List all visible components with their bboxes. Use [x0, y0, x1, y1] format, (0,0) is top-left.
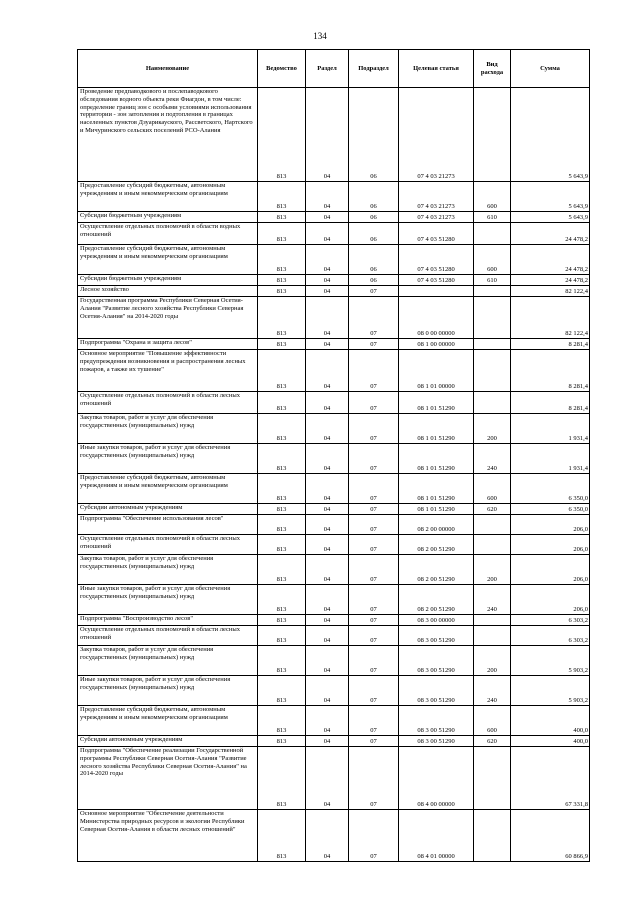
row-target: 08 3 00 00000	[399, 615, 474, 626]
row-target: 08 0 00 00000	[399, 297, 474, 339]
row-subsection: 07	[349, 676, 399, 706]
row-section: 04	[306, 626, 349, 646]
row-amount: 206,0	[511, 555, 590, 585]
row-name: Закупка товаров, работ и услуг для обеспечения государственных (муниципальных) нужд	[78, 414, 258, 444]
row-name: Государственная программа Республики Северная Осетия-Алания "Развитие лесного хозяйства Республики Северная Осетия-Алания" на 2014-2020 годы	[78, 297, 258, 339]
row-subsection: 07	[349, 615, 399, 626]
header-name: Наименование	[78, 50, 258, 88]
row-expense-type	[474, 515, 511, 535]
row-section: 04	[306, 810, 349, 862]
row-subsection: 06	[349, 182, 399, 212]
row-ministry: 813	[258, 646, 306, 676]
row-section: 04	[306, 245, 349, 275]
row-target: 08 2 00 51290	[399, 535, 474, 555]
row-subsection: 07	[349, 504, 399, 515]
table-row	[78, 555, 590, 585]
row-target: 08 4 00 00000	[399, 747, 474, 810]
row-amount: 24 478,2	[511, 275, 590, 286]
row-expense-type: 200	[474, 646, 511, 676]
row-subsection: 07	[349, 585, 399, 615]
row-amount: 5 643,9	[511, 212, 590, 223]
row-amount: 6 303,2	[511, 626, 590, 646]
row-amount: 6 350,0	[511, 504, 590, 515]
row-name: Субсидии бюджетным учреждениям	[78, 275, 258, 286]
table-row	[78, 626, 590, 646]
table-header	[78, 50, 590, 88]
table-row	[78, 706, 590, 736]
row-amount: 400,0	[511, 706, 590, 736]
row-section: 04	[306, 286, 349, 297]
table-row	[78, 747, 590, 810]
row-subsection: 06	[349, 275, 399, 286]
row-amount: 206,0	[511, 515, 590, 535]
table-row	[78, 444, 590, 474]
row-section: 04	[306, 223, 349, 245]
budget-table	[77, 49, 590, 862]
row-subsection: 07	[349, 706, 399, 736]
row-ministry: 813	[258, 339, 306, 350]
row-amount: 8 281,4	[511, 339, 590, 350]
row-subsection: 07	[349, 646, 399, 676]
header-ministry: Ведомство	[258, 50, 306, 88]
row-ministry: 813	[258, 615, 306, 626]
row-subsection: 06	[349, 212, 399, 223]
row-target: 08 2 00 00000	[399, 515, 474, 535]
row-ministry: 813	[258, 747, 306, 810]
row-name: Иные закупки товаров, работ и услуг для обеспечения государственных (муниципальных) нужд	[78, 585, 258, 615]
row-ministry: 813	[258, 515, 306, 535]
row-target	[399, 286, 474, 297]
row-section: 04	[306, 297, 349, 339]
row-subsection: 07	[349, 286, 399, 297]
row-target: 07 4 03 21273	[399, 88, 474, 182]
row-expense-type: 620	[474, 504, 511, 515]
row-amount: 206,0	[511, 585, 590, 615]
row-section: 04	[306, 515, 349, 535]
row-section: 04	[306, 585, 349, 615]
row-name: Основное мероприятие "Повышение эффективности предупреждения возникновения и распространения лесных пожаров, а также их тушение"	[78, 350, 258, 392]
row-expense-type: 600	[474, 474, 511, 504]
row-expense-type: 240	[474, 585, 511, 615]
row-ministry: 813	[258, 706, 306, 736]
row-section: 04	[306, 212, 349, 223]
header-amount: Сумма	[511, 50, 590, 88]
header-target: Целевая статья	[399, 50, 474, 88]
row-amount: 206,0	[511, 535, 590, 555]
row-ministry: 813	[258, 585, 306, 615]
row-section: 04	[306, 676, 349, 706]
row-expense-type	[474, 350, 511, 392]
table-row	[78, 414, 590, 444]
row-target: 08 3 00 51290	[399, 626, 474, 646]
row-section: 04	[306, 706, 349, 736]
row-expense-type	[474, 626, 511, 646]
row-amount: 1 931,4	[511, 444, 590, 474]
row-expense-type	[474, 88, 511, 182]
row-subsection: 07	[349, 810, 399, 862]
row-section: 04	[306, 555, 349, 585]
row-expense-type	[474, 535, 511, 555]
row-ministry: 813	[258, 414, 306, 444]
row-subsection: 06	[349, 245, 399, 275]
row-ministry: 813	[258, 474, 306, 504]
row-amount: 5 903,2	[511, 646, 590, 676]
row-ministry: 813	[258, 88, 306, 182]
row-subsection: 07	[349, 515, 399, 535]
table-row	[78, 212, 590, 223]
row-ministry: 813	[258, 275, 306, 286]
header-section: Раздел	[306, 50, 349, 88]
row-expense-type: 600	[474, 245, 511, 275]
row-expense-type: 610	[474, 212, 511, 223]
table-row	[78, 88, 590, 182]
row-subsection: 07	[349, 626, 399, 646]
row-name: Иные закупки товаров, работ и услуг для обеспечения государственных (муниципальных) нужд	[78, 676, 258, 706]
row-expense-type: 600	[474, 706, 511, 736]
row-name: Подпрограмма "Обеспечение использования лесов"	[78, 515, 258, 535]
row-name: Осуществление отдельных полномочий в области лесных отношений	[78, 392, 258, 414]
row-name: Предоставление субсидий бюджетным, автономным учреждениям и иным некоммерческим организациям	[78, 245, 258, 275]
row-section: 04	[306, 615, 349, 626]
row-subsection: 07	[349, 747, 399, 810]
row-amount: 6 350,0	[511, 474, 590, 504]
row-expense-type	[474, 297, 511, 339]
page-number: 134	[313, 31, 327, 41]
table-row	[78, 245, 590, 275]
row-ministry: 813	[258, 555, 306, 585]
row-subsection: 07	[349, 414, 399, 444]
table-row	[78, 474, 590, 504]
row-section: 04	[306, 339, 349, 350]
row-name: Субсидии автономным учреждениям	[78, 736, 258, 747]
row-ministry: 813	[258, 392, 306, 414]
row-target: 07 4 03 21273	[399, 212, 474, 223]
row-amount: 6 303,2	[511, 615, 590, 626]
row-target: 08 1 01 51290	[399, 444, 474, 474]
row-name: Осуществление отдельных полномочий в области водных отношений	[78, 223, 258, 245]
row-amount: 82 122,4	[511, 286, 590, 297]
row-amount: 24 478,2	[511, 223, 590, 245]
table-row	[78, 585, 590, 615]
row-section: 04	[306, 736, 349, 747]
table-row	[78, 223, 590, 245]
row-section: 04	[306, 535, 349, 555]
header-expense-type: Вид расхода	[474, 50, 511, 88]
row-amount: 5 643,9	[511, 182, 590, 212]
row-ministry: 813	[258, 736, 306, 747]
row-amount: 1 931,4	[511, 414, 590, 444]
row-amount: 5 643,9	[511, 88, 590, 182]
row-expense-type	[474, 339, 511, 350]
row-section: 04	[306, 646, 349, 676]
row-subsection: 07	[349, 555, 399, 585]
row-expense-type: 200	[474, 555, 511, 585]
row-section: 04	[306, 504, 349, 515]
row-amount: 400,0	[511, 736, 590, 747]
row-amount: 82 122,4	[511, 297, 590, 339]
row-name: Подпрограмма "Охрана и защита лесов"	[78, 339, 258, 350]
row-target: 08 3 00 51290	[399, 646, 474, 676]
row-target: 08 1 01 00000	[399, 350, 474, 392]
row-amount: 60 866,9	[511, 810, 590, 862]
row-expense-type: 240	[474, 676, 511, 706]
table-row	[78, 182, 590, 212]
table-body	[78, 88, 590, 862]
row-ministry: 813	[258, 535, 306, 555]
row-name: Предоставление субсидий бюджетным, автономным учреждениям и иным некоммерческим организациям	[78, 182, 258, 212]
row-section: 04	[306, 275, 349, 286]
row-ministry: 813	[258, 245, 306, 275]
row-expense-type: 600	[474, 182, 511, 212]
table-row	[78, 515, 590, 535]
row-name: Проведение предпаводкового и послепаводкового обследования водного объекта реки Фиагдон, в том числе: определение границ зон с особыми условиями использования территории - зон затопления и подтопления в границах населенных пунктов Дзуарикауского, Рассветского, Нартского и Мичуринского сельских поселений РСО-Алания	[78, 88, 258, 182]
row-amount: 8 281,4	[511, 392, 590, 414]
row-target: 08 3 00 51290	[399, 676, 474, 706]
row-name: Субсидии автономным учреждениям	[78, 504, 258, 515]
row-section: 04	[306, 88, 349, 182]
row-target: 08 1 00 00000	[399, 339, 474, 350]
row-ministry: 813	[258, 223, 306, 245]
table-row	[78, 504, 590, 515]
row-name: Подпрограмма "Обеспечение реализации Государственной программы Республики Северная Осетия-Алания "Развитие лесного хозяйства Республики Северная Осетия-Алания" на 2014-2020 годы	[78, 747, 258, 810]
table-row	[78, 297, 590, 339]
row-expense-type	[474, 392, 511, 414]
row-target: 07 4 03 51280	[399, 223, 474, 245]
row-target: 08 1 01 51290	[399, 504, 474, 515]
row-subsection: 07	[349, 444, 399, 474]
table-row	[78, 275, 590, 286]
row-section: 04	[306, 392, 349, 414]
row-section: 04	[306, 474, 349, 504]
row-name: Подпрограмма "Воспроизводство лесов"	[78, 615, 258, 626]
row-amount: 67 331,8	[511, 747, 590, 810]
row-target: 08 3 00 51290	[399, 706, 474, 736]
row-target: 07 4 03 21273	[399, 182, 474, 212]
row-ministry: 813	[258, 504, 306, 515]
table-row	[78, 286, 590, 297]
row-ministry: 813	[258, 626, 306, 646]
row-subsection: 07	[349, 392, 399, 414]
row-subsection: 07	[349, 350, 399, 392]
row-ministry: 813	[258, 297, 306, 339]
row-section: 04	[306, 182, 349, 212]
row-expense-type	[474, 810, 511, 862]
row-target: 08 3 00 51290	[399, 736, 474, 747]
row-amount: 8 281,4	[511, 350, 590, 392]
table-row	[78, 676, 590, 706]
table-row	[78, 535, 590, 555]
table-row	[78, 392, 590, 414]
row-subsection: 07	[349, 474, 399, 504]
row-ministry: 813	[258, 286, 306, 297]
row-target: 08 1 01 51290	[399, 392, 474, 414]
row-amount: 5 903,2	[511, 676, 590, 706]
row-ministry: 813	[258, 212, 306, 223]
row-name: Субсидии бюджетным учреждениям	[78, 212, 258, 223]
row-target: 08 2 00 51290	[399, 585, 474, 615]
row-expense-type	[474, 747, 511, 810]
row-target: 07 4 03 51280	[399, 275, 474, 286]
row-amount: 24 478,2	[511, 245, 590, 275]
row-name: Иные закупки товаров, работ и услуг для обеспечения государственных (муниципальных) нужд	[78, 444, 258, 474]
row-subsection: 07	[349, 339, 399, 350]
row-expense-type: 610	[474, 275, 511, 286]
row-ministry: 813	[258, 676, 306, 706]
row-name: Предоставление субсидий бюджетным, автономным учреждениям и иным некоммерческим организациям	[78, 706, 258, 736]
row-target: 08 4 01 00000	[399, 810, 474, 862]
row-subsection: 07	[349, 535, 399, 555]
row-subsection: 06	[349, 88, 399, 182]
row-expense-type: 200	[474, 414, 511, 444]
row-target: 08 1 01 51290	[399, 474, 474, 504]
header-subsection: Подраздел	[349, 50, 399, 88]
row-section: 04	[306, 747, 349, 810]
row-expense-type: 620	[474, 736, 511, 747]
row-ministry: 813	[258, 810, 306, 862]
table-row	[78, 810, 590, 862]
row-name: Осуществление отдельных полномочий в области лесных отношений	[78, 626, 258, 646]
row-subsection: 06	[349, 223, 399, 245]
table-row	[78, 646, 590, 676]
row-target: 08 2 00 51290	[399, 555, 474, 585]
row-subsection: 07	[349, 736, 399, 747]
row-ministry: 813	[258, 350, 306, 392]
row-ministry: 813	[258, 182, 306, 212]
row-name: Лесное хозяйство	[78, 286, 258, 297]
table-row	[78, 350, 590, 392]
row-name: Закупка товаров, работ и услуг для обеспечения государственных (муниципальных) нужд	[78, 555, 258, 585]
row-section: 04	[306, 444, 349, 474]
row-expense-type	[474, 223, 511, 245]
row-expense-type: 240	[474, 444, 511, 474]
row-name: Основное мероприятие "Обеспечение деятельности Министерства природных ресурсов и экологии Республики Северная Осетия-Алания в области лесных отношений"	[78, 810, 258, 862]
row-subsection: 07	[349, 297, 399, 339]
row-name: Предоставление субсидий бюджетным, автономным учреждениям и иным некоммерческим организациям	[78, 474, 258, 504]
row-target: 07 4 03 51280	[399, 245, 474, 275]
row-section: 04	[306, 350, 349, 392]
row-name: Осуществление отдельных полномочий в области лесных отношений	[78, 535, 258, 555]
table-row	[78, 339, 590, 350]
row-target: 08 1 01 51290	[399, 414, 474, 444]
row-section: 04	[306, 414, 349, 444]
table-row	[78, 615, 590, 626]
row-ministry: 813	[258, 444, 306, 474]
row-expense-type	[474, 286, 511, 297]
table-row	[78, 736, 590, 747]
row-expense-type	[474, 615, 511, 626]
row-name: Закупка товаров, работ и услуг для обеспечения государственных (муниципальных) нужд	[78, 646, 258, 676]
